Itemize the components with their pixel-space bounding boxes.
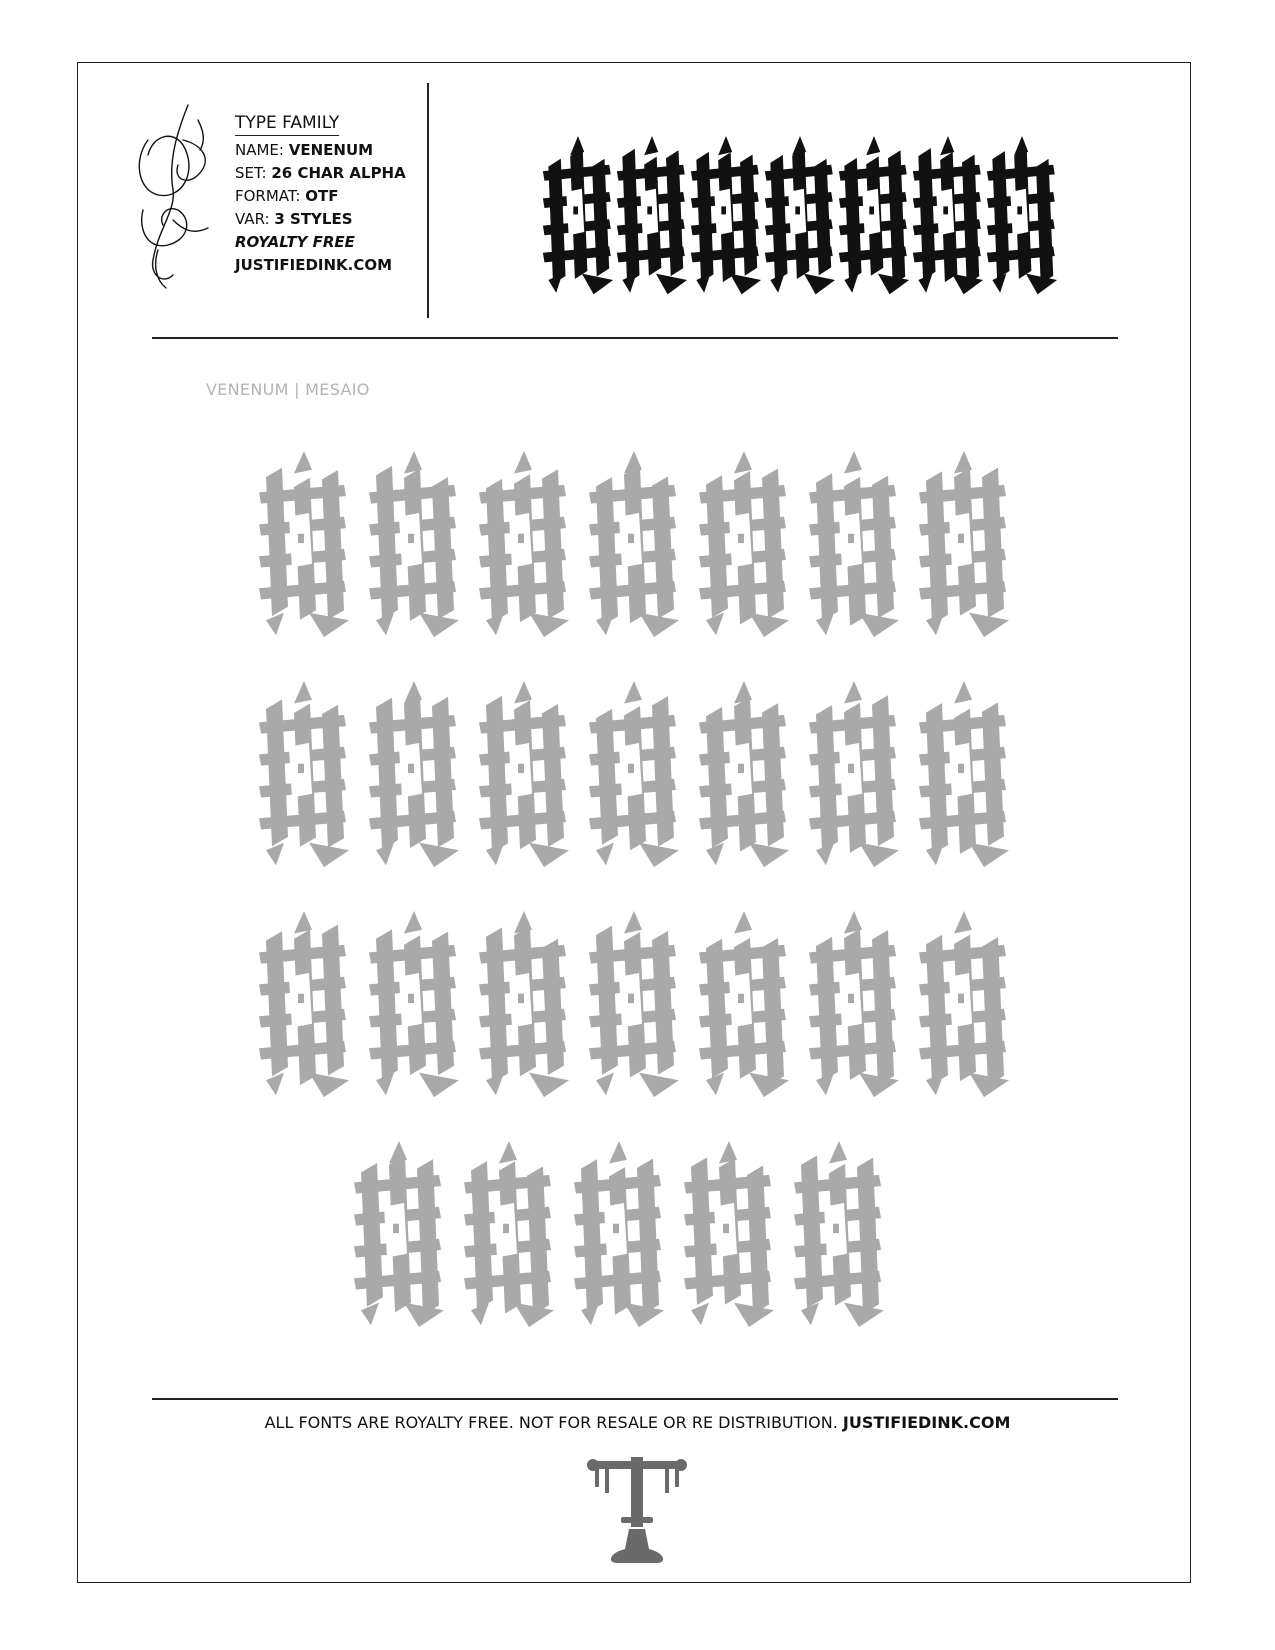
specimen-glyph: [470, 675, 580, 875]
footer-notice: [0, 1413, 1275, 1432]
specimen-glyph: [250, 675, 360, 875]
specimen-glyph: [360, 905, 470, 1105]
title-glyph: [765, 136, 835, 294]
specimen-glyph: [580, 445, 690, 645]
format-value: OTF: [305, 187, 339, 205]
specimen-glyph: [455, 1135, 565, 1335]
specimen-glyph: [690, 905, 800, 1105]
specimen-glyph: [360, 675, 470, 875]
title-glyph: [691, 136, 761, 294]
title-glyph: [543, 136, 613, 294]
set-row: [235, 162, 406, 185]
justified-ink-logo-icon: [585, 1457, 689, 1565]
name-label: NAME:: [235, 141, 284, 159]
specimen-glyph: [360, 445, 470, 645]
title-glyph: [913, 136, 983, 294]
var-row: [235, 208, 406, 231]
specimen-glyph: [910, 445, 1020, 645]
specimen-glyph: [345, 1135, 455, 1335]
glyph-row: [250, 675, 1020, 875]
set-value: 26 CHAR ALPHA: [271, 164, 406, 182]
specimen-glyph: [470, 905, 580, 1105]
format-label: FORMAT:: [235, 187, 301, 205]
specimen-glyph: [250, 905, 360, 1105]
specimen-glyph: [565, 1135, 675, 1335]
footer-text: ALL FONTS ARE ROYALTY FREE. NOT FOR RESALE OR RE DISTRIBUTION.: [264, 1413, 838, 1432]
name-row: [235, 139, 406, 162]
specimen-glyph: [470, 445, 580, 645]
specimen-glyph: [580, 675, 690, 875]
set-label: SET:: [235, 164, 267, 182]
glyph-row: [250, 445, 1020, 645]
header-rule: [152, 337, 1118, 339]
specimen-glyph: [250, 445, 360, 645]
venenum-title-lettering: [535, 128, 1070, 308]
specimen-glyph: [800, 675, 910, 875]
var-value: 3 STYLES: [274, 210, 353, 228]
specimen-glyph: [675, 1135, 785, 1335]
glyph-row: [345, 1135, 895, 1335]
type-family-heading: TYPE FAMILY: [235, 113, 339, 136]
name-value: VENENUM: [288, 141, 374, 159]
footer-rule: [152, 1398, 1118, 1400]
royalty-free-label: ROYALTY FREE: [235, 233, 355, 251]
specimen-caption: VENENUM | MESAIO: [206, 380, 370, 399]
signature-image: [128, 100, 218, 290]
title-glyph: [617, 136, 687, 294]
specimen-glyph: [690, 675, 800, 875]
specimen-glyph: [910, 675, 1020, 875]
var-label: VAR:: [235, 210, 270, 228]
specimen-glyph: [800, 445, 910, 645]
specimen-glyph: [690, 445, 800, 645]
website-link[interactable]: JUSTIFIEDINK.COM: [235, 256, 393, 274]
format-row: [235, 185, 406, 208]
glyph-specimen-grid: [250, 445, 1030, 1345]
specimen-glyph: [800, 905, 910, 1105]
header-divider: [427, 83, 429, 318]
title-glyph: [839, 136, 909, 294]
type-family-info: [235, 112, 406, 277]
specimen-glyph: [785, 1135, 895, 1335]
specimen-glyph: [580, 905, 690, 1105]
glyph-row: [250, 905, 1020, 1105]
title-glyph: [987, 136, 1057, 294]
footer-link[interactable]: JUSTIFIEDINK.COM: [842, 1413, 1011, 1432]
specimen-glyph: [910, 905, 1020, 1105]
